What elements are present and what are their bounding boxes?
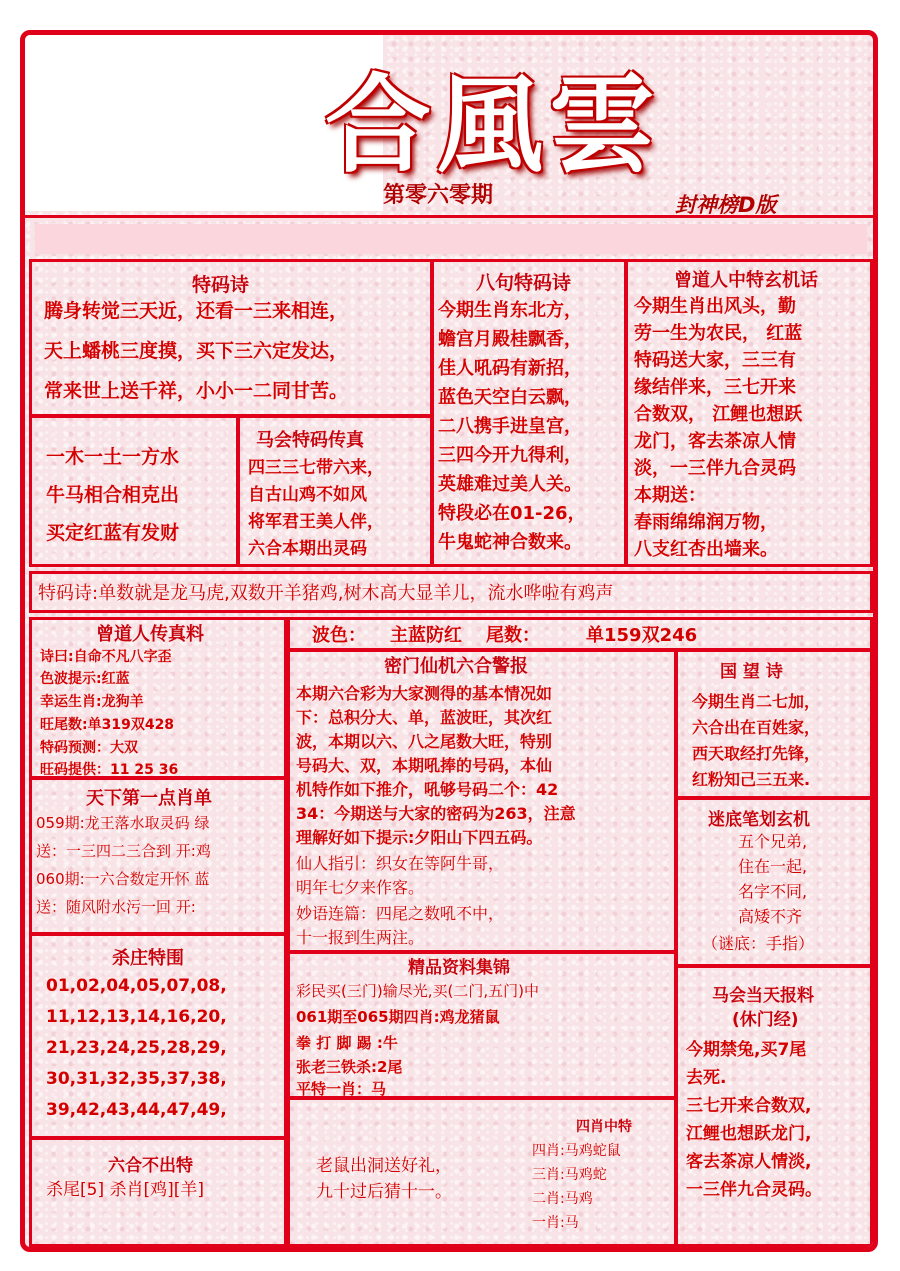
riddle-title: 迷底笔划玄机 [708,810,810,830]
mahui-fax-line-2: 自古山鸡不如风 [248,485,367,505]
zeng-true-line-3: 幸运生肖:龙狗羊 [40,694,144,710]
zeng-mystic-box [625,259,873,567]
zeng-mystic-title: 曾道人中特玄机话 [674,270,818,291]
poem-line-3: 常来世上送千祥，小小一二同甘苦。 [44,380,349,402]
secret-line-3: 波，本期以六、八之尾数大旺，特别 [296,732,553,751]
no-special-title: 六合不出特 [108,1156,193,1176]
eight-line-9: 牛鬼蛇神合数来。 [438,532,582,553]
fine-line-3: 拳 打 脚 踢 :牛 [296,1034,398,1052]
zeng-true-line-5: 特码预测：大双 [40,740,138,756]
mouse-box [287,1097,677,1247]
eight-line-7: 英雄难过美人关。 [438,474,582,495]
wood-earth-line-2: 牛马相合相克出 [46,484,180,506]
riddle-line-4: 高矮不齐 [738,907,803,926]
fine-line-4: 张老三铁杀:2尾 [296,1058,403,1076]
mahui-fax-line-3: 将军君王美人伴， [248,512,384,532]
guowang-line-1: 今期生肖二七加， [692,692,821,711]
zeng-mystic-line-8: 本期送： [634,485,706,506]
wave-main: 主蓝防红 [390,625,462,646]
mahui-day-subtitle: (休门经) [732,1010,799,1030]
zeng-true-line-1: 诗曰:自命不凡八字歪 [40,649,172,665]
secret-title: 密门仙机六合警报 [384,656,528,677]
poem-line-2: 天上蟠桃三度摸，买下三六定发达， [44,340,349,362]
fine-title: 精品资料集锦 [408,958,510,978]
kill-line-2: 11,12,13,14,16,20, [46,1007,227,1027]
mahui-fax-line-4: 六合本期出灵码 [248,539,367,559]
wood-earth-line-3: 买定红蓝有发财 [46,522,180,544]
kill-box [29,933,287,1139]
wood-earth-box [29,415,239,567]
tianxia-title: 天下第一点肖单 [86,788,212,809]
eight-line-1: 今期生肖东北方， [438,300,582,321]
mahui-fax-line-1: 四三三七带六来， [248,458,384,478]
secret-line-8: 仙人指引：织女在等阿牛哥， [296,854,505,873]
zeng-true-box [29,617,287,779]
poem-line-1: 腾身转觉三天近，还看一三来相连， [44,300,349,322]
zeng-true-title: 曾道人传真料 [96,624,204,645]
wave-color-bar [287,617,873,651]
eight-line-3: 佳人吼码有新招， [438,358,582,379]
eight-lines-title: 八句特码诗 [476,272,572,294]
mahui-day-line-4: 江鲤也想跃龙门, [686,1124,812,1144]
zeng-mystic-line-3: 特码送大家，三三有 [634,350,796,371]
wood-earth-line-1: 一木一土一方水 [46,446,180,468]
four-title: 四肖中特 [576,1119,632,1135]
newspaper-sheet [20,30,878,1252]
fine-line-2: 061期至065期四肖:鸡龙猪鼠 [296,1008,500,1026]
no-special-box [29,1137,287,1247]
four-line-4: 一肖:马 [532,1215,579,1231]
secret-line-4: 号码大、双，本期吼捧的号码，本仙 [296,756,553,775]
riddle-line-2: 住在一起, [738,857,808,876]
kill-line-4: 30,31,32,35,37,38, [46,1069,227,1089]
secret-line-10: 妙语连篇：四尾之数吼不中， [296,904,505,923]
zeng-mystic-line-5: 合数双， 江鲤也想跃 [634,404,803,425]
mahui-day-line-5: 客去茶凉人情淡, [686,1152,812,1172]
zeng-mystic-line-10: 八支红杏出墙来。 [634,539,778,560]
zeng-true-line-6: 旺码提供：11 25 36 [40,762,179,778]
tail-value: 单159双246 [586,625,698,646]
banner-title: 合風雲 [325,62,661,187]
header-pink-bar [35,224,867,254]
secret-line-9: 明年七夕来作客。 [296,878,425,897]
code-poem-bar [29,571,873,613]
tail-label: 尾数： [486,625,540,646]
zeng-mystic-line-4: 缘结伴来，三七开来 [634,377,796,398]
zeng-mystic-line-2: 劳一生为农民， 红蓝 [634,323,803,344]
edition-label: 封神榜D版 [675,193,777,217]
eight-line-8: 特段必在01-26， [438,503,586,524]
wave-label: 波色： [312,625,366,646]
zeng-true-line-4: 旺尾数:单319双428 [40,717,175,733]
mouse-line-1: 老鼠出洞送好礼， [316,1156,452,1176]
secret-line-6: 34：今期送与大家的密码为263，注意 [296,804,576,823]
eight-line-4: 蓝色天空白云飘， [438,387,582,408]
guowang-box [675,649,873,799]
mahui-fax-title: 马会特码传真 [256,430,364,451]
four-line-2: 三肖:马鸡蛇 [532,1167,607,1183]
fine-line-1: 彩民买(三门)输尽光,买(二门,五门)中 [296,982,539,1000]
fine-line-5: 平特一肖：马 [296,1080,387,1098]
tianxia-box [29,777,287,935]
header-bottom-line [25,215,873,218]
zeng-mystic-line-9: 春雨绵绵润万物， [634,512,778,533]
kill-line-5: 39,42,43,44,47,49, [46,1100,227,1120]
zeng-mystic-line-1: 今期生肖出风头，勤 [634,296,796,317]
guowang-line-4: 红粉知己三五来. [692,770,811,789]
mahui-fax-box [237,415,433,567]
zeng-mystic-line-7: 淡，一三伴九合灵码 [634,458,796,479]
four-line-1: 四肖:马鸡蛇鼠 [532,1143,621,1159]
secret-line-5: 机特作如下推介，吼够号码二个：42 [296,780,559,799]
guowang-line-2: 六合出在百姓家， [692,718,821,737]
mahui-day-title: 马会当天报料 [712,986,814,1006]
tianxia-line-3: 060期:一六合数定开怀 蓝 [36,870,210,888]
issue-number: 第零六零期 [383,183,494,208]
zeng-mystic-line-6: 龙门，客去茶凉人情 [634,431,796,452]
guowang-title: 国 望 诗 [720,662,783,682]
riddle-line-5: （谜底：手指） [702,934,815,953]
poem-box [29,259,433,417]
mouse-line-2: 九十过后猜十一。 [316,1182,452,1202]
mahui-day-box [675,965,873,1247]
eight-lines-box [431,259,627,567]
eight-line-5: 二八携手进皇宫， [438,416,582,437]
tianxia-line-4: 送：随风附水污一回 开: [36,898,196,916]
four-line-3: 二肖:马鸡 [532,1191,593,1207]
kill-line-3: 21,23,24,25,28,29, [46,1038,227,1058]
tianxia-line-2: 送：一三四二三合到 开:鸡 [36,842,211,860]
secret-line-1: 本期六合彩为大家测得的基本情况如 [296,684,553,703]
guowang-line-3: 西天取经打先锋， [692,744,821,763]
secret-line-2: 下：总积分大、单，蓝波旺，其次红 [296,708,553,727]
kill-title: 杀庄特围 [112,948,184,969]
riddle-line-3: 名字不同, [738,882,808,901]
tianxia-line-1: 059期:龙王落水取灵码 绿 [36,814,210,832]
code-poem-text: 特码诗:单数就是龙马虎,双数开羊猪鸡,树木高大显羊儿，流水哗啦有鸡声 [38,583,614,604]
mahui-day-line-3: 三七开来合数双, [686,1096,812,1116]
riddle-box [675,797,873,967]
fine-box [287,951,677,1099]
poem-title: 特码诗 [192,274,250,296]
no-special-line: 杀尾[5] 杀肖[鸡][羊] [46,1180,205,1200]
zeng-true-line-2: 色波提示:红蓝 [40,671,130,687]
eight-line-6: 三四今开九得利， [438,445,582,466]
mahui-day-line-6: 一三伴九合灵码。 [686,1180,822,1200]
mahui-day-line-2: 去死. [686,1068,727,1088]
kill-line-1: 01,02,04,05,07,08, [46,976,227,996]
secret-line-7: 理解好如下提示:夕阳山下四五码。 [296,828,543,847]
mahui-day-line-1: 今期禁兔,买7尾 [686,1040,807,1060]
eight-line-2: 蟾宫月殿桂飘香， [438,329,582,350]
secret-line-11: 十一报到生两注。 [296,928,425,947]
secret-box [287,649,677,953]
riddle-line-1: 五个兄弟, [738,832,808,851]
